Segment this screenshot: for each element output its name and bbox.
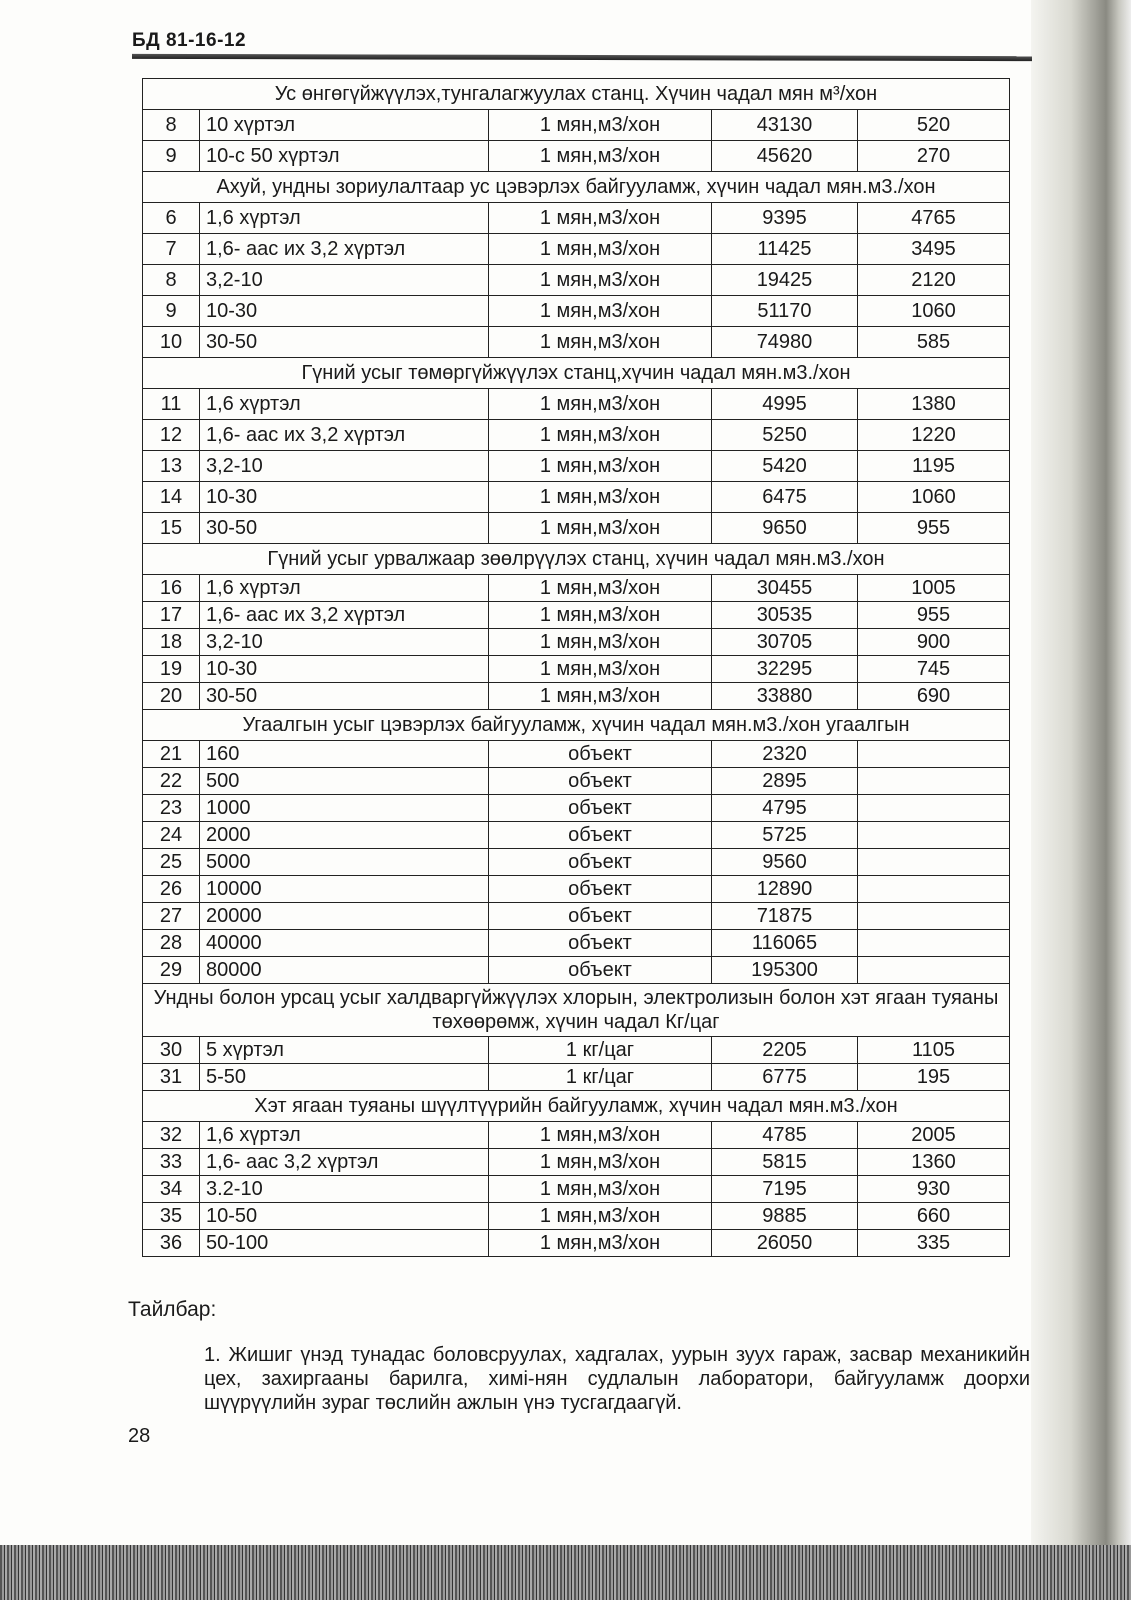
row-number: 36 xyxy=(143,1230,200,1257)
table-row xyxy=(143,683,1010,710)
table-row xyxy=(143,327,1010,358)
row-number: 8 xyxy=(143,265,200,296)
unit: 1 мян,м3/хон xyxy=(489,296,712,327)
description: 20000 xyxy=(200,903,489,930)
description: 1,6 хүртэл xyxy=(200,203,489,234)
notes-title: Тайлбар: xyxy=(128,1298,217,1321)
secondary-value xyxy=(858,957,1010,984)
unit: 1 мян,м3/хон xyxy=(489,420,712,451)
table-row xyxy=(143,451,1010,482)
table-row xyxy=(143,822,1010,849)
unit: 1 мян,м3/хон xyxy=(489,110,712,141)
table-row xyxy=(143,482,1010,513)
description: 3,2-10 xyxy=(200,451,489,482)
row-number: 20 xyxy=(143,683,200,710)
secondary-value: 1220 xyxy=(858,420,1010,451)
price-value: 45620 xyxy=(712,141,858,172)
unit: 1 мян,м3/хон xyxy=(489,327,712,358)
unit: 1 мян,м3/хон xyxy=(489,203,712,234)
price-value: 5420 xyxy=(712,451,858,482)
secondary-value: 4765 xyxy=(858,203,1010,234)
table-row xyxy=(143,265,1010,296)
secondary-value: 1380 xyxy=(858,389,1010,420)
unit: 1 мян,м3/хон xyxy=(489,629,712,656)
row-number: 24 xyxy=(143,822,200,849)
price-value: 6775 xyxy=(712,1064,858,1091)
description: 1,6- аас их 3,2 хүртэл xyxy=(200,420,489,451)
secondary-value: 660 xyxy=(858,1203,1010,1230)
description: 5 хүртэл xyxy=(200,1037,489,1064)
row-number: 30 xyxy=(143,1037,200,1064)
secondary-value xyxy=(858,795,1010,822)
price-value: 9395 xyxy=(712,203,858,234)
row-number: 21 xyxy=(143,741,200,768)
unit: 1 мян,м3/хон xyxy=(489,683,712,710)
section-title: Ундны болон урсац усыг халдваргүйжүүлэх хлорын, электролизын болон хэт ягаан туяаны төхөөрөмж, хүчин чадал Кг/цаг xyxy=(143,984,1010,1037)
unit: 1 мян,м3/хон xyxy=(489,1203,712,1230)
table-row xyxy=(143,876,1010,903)
price-value: 74980 xyxy=(712,327,858,358)
price-value: 33880 xyxy=(712,683,858,710)
row-number: 19 xyxy=(143,656,200,683)
secondary-value: 900 xyxy=(858,629,1010,656)
secondary-value xyxy=(858,903,1010,930)
table-row xyxy=(143,957,1010,984)
unit: 1 мян,м3/хон xyxy=(489,234,712,265)
table-row xyxy=(143,1230,1010,1257)
unit: объект xyxy=(489,930,712,957)
unit: объект xyxy=(489,957,712,984)
price-table xyxy=(142,78,1010,1257)
row-number: 12 xyxy=(143,420,200,451)
unit: объект xyxy=(489,795,712,822)
price-value: 11425 xyxy=(712,234,858,265)
secondary-value xyxy=(858,849,1010,876)
description: 10-30 xyxy=(200,482,489,513)
price-value: 26050 xyxy=(712,1230,858,1257)
description: 10-50 xyxy=(200,1203,489,1230)
row-number: 28 xyxy=(143,930,200,957)
unit: 1 мян,м3/хон xyxy=(489,575,712,602)
table-row xyxy=(143,1122,1010,1149)
description: 1,6 хүртэл xyxy=(200,389,489,420)
page-number: 28 xyxy=(128,1425,151,1447)
unit: 1 мян,м3/хон xyxy=(489,1122,712,1149)
unit: 1 мян,м3/хон xyxy=(489,1176,712,1203)
row-number: 18 xyxy=(143,629,200,656)
table-row xyxy=(143,420,1010,451)
unit: объект xyxy=(489,849,712,876)
price-value: 116065 xyxy=(712,930,858,957)
unit: 1 мян,м3/хон xyxy=(489,265,712,296)
row-number: 9 xyxy=(143,141,200,172)
secondary-value: 195 xyxy=(858,1064,1010,1091)
section-header-row xyxy=(143,1091,1010,1122)
description: 40000 xyxy=(200,930,489,957)
secondary-value: 1105 xyxy=(858,1037,1010,1064)
description: 1,6- аас их 3,2 хүртэл xyxy=(200,602,489,629)
price-value: 51170 xyxy=(712,296,858,327)
table-row xyxy=(143,768,1010,795)
secondary-value: 520 xyxy=(858,110,1010,141)
table-row xyxy=(143,602,1010,629)
description: 80000 xyxy=(200,957,489,984)
price-value: 71875 xyxy=(712,903,858,930)
row-number: 14 xyxy=(143,482,200,513)
table-row xyxy=(143,1176,1010,1203)
table-row xyxy=(143,903,1010,930)
unit: 1 мян,м3/хон xyxy=(489,602,712,629)
price-value: 30705 xyxy=(712,629,858,656)
row-number: 33 xyxy=(143,1149,200,1176)
description: 10 хүртэл xyxy=(200,110,489,141)
description: 30-50 xyxy=(200,513,489,544)
row-number: 8 xyxy=(143,110,200,141)
description: 10-30 xyxy=(200,656,489,683)
table-row xyxy=(143,575,1010,602)
section-header-row xyxy=(143,358,1010,389)
unit: 1 мян,м3/хон xyxy=(489,389,712,420)
book-spine-shadow xyxy=(1031,0,1131,1600)
secondary-value: 1005 xyxy=(858,575,1010,602)
price-value: 2205 xyxy=(712,1037,858,1064)
unit: 1 мян,м3/хон xyxy=(489,482,712,513)
secondary-value: 955 xyxy=(858,602,1010,629)
table-row xyxy=(143,513,1010,544)
secondary-value xyxy=(858,930,1010,957)
row-number: 35 xyxy=(143,1203,200,1230)
description: 1,6 хүртэл xyxy=(200,575,489,602)
price-value: 6475 xyxy=(712,482,858,513)
secondary-value: 270 xyxy=(858,141,1010,172)
description: 2000 xyxy=(200,822,489,849)
row-number: 23 xyxy=(143,795,200,822)
description: 10-30 xyxy=(200,296,489,327)
price-value: 9885 xyxy=(712,1203,858,1230)
section-title: Ус өнгөгүйжүүлэх,тунгалагжуулах станц. Хүчин чадал мян м³/хон xyxy=(143,79,1010,110)
price-value: 195300 xyxy=(712,957,858,984)
row-number: 17 xyxy=(143,602,200,629)
unit: 1 мян,м3/хон xyxy=(489,1149,712,1176)
price-value: 30535 xyxy=(712,602,858,629)
unit: 1 мян,м3/хон xyxy=(489,141,712,172)
section-header-row xyxy=(143,172,1010,203)
price-value: 7195 xyxy=(712,1176,858,1203)
price-value: 30455 xyxy=(712,575,858,602)
secondary-value: 2120 xyxy=(858,265,1010,296)
section-header-row xyxy=(143,79,1010,110)
row-number: 9 xyxy=(143,296,200,327)
description: 5-50 xyxy=(200,1064,489,1091)
row-number: 26 xyxy=(143,876,200,903)
secondary-value: 745 xyxy=(858,656,1010,683)
row-number: 34 xyxy=(143,1176,200,1203)
secondary-value: 930 xyxy=(858,1176,1010,1203)
table-row xyxy=(143,930,1010,957)
price-value: 19425 xyxy=(712,265,858,296)
row-number: 27 xyxy=(143,903,200,930)
unit: 1 мян,м3/хон xyxy=(489,1230,712,1257)
section-title: Ахуй, ундны зориулалтаар ус цэвэрлэх байгууламж, хүчин чадал мян.м3./хон xyxy=(143,172,1010,203)
secondary-value xyxy=(858,822,1010,849)
description: 1,6 хүртэл xyxy=(200,1122,489,1149)
unit: 1 кг/цаг xyxy=(489,1037,712,1064)
section-header-row xyxy=(143,710,1010,741)
price-value: 9650 xyxy=(712,513,858,544)
description: 160 xyxy=(200,741,489,768)
table-row xyxy=(143,795,1010,822)
table-row xyxy=(143,1064,1010,1091)
unit: объект xyxy=(489,822,712,849)
description: 500 xyxy=(200,768,489,795)
row-number: 6 xyxy=(143,203,200,234)
price-value: 4795 xyxy=(712,795,858,822)
table-row xyxy=(143,141,1010,172)
row-number: 11 xyxy=(143,389,200,420)
description: 3,2-10 xyxy=(200,629,489,656)
document-id: БД 81-16-12 xyxy=(132,30,247,51)
unit: объект xyxy=(489,741,712,768)
row-number: 31 xyxy=(143,1064,200,1091)
secondary-value: 690 xyxy=(858,683,1010,710)
unit: 1 мян,м3/хон xyxy=(489,656,712,683)
row-number: 16 xyxy=(143,575,200,602)
description: 10000 xyxy=(200,876,489,903)
table-row xyxy=(143,741,1010,768)
table-row xyxy=(143,234,1010,265)
secondary-value xyxy=(858,741,1010,768)
table-row xyxy=(143,110,1010,141)
price-value: 4785 xyxy=(712,1122,858,1149)
price-value: 2320 xyxy=(712,741,858,768)
row-number: 15 xyxy=(143,513,200,544)
price-value: 5815 xyxy=(712,1149,858,1176)
header-rule xyxy=(132,54,1032,61)
price-value: 5250 xyxy=(712,420,858,451)
secondary-value: 955 xyxy=(858,513,1010,544)
price-value: 5725 xyxy=(712,822,858,849)
row-number: 7 xyxy=(143,234,200,265)
secondary-value xyxy=(858,768,1010,795)
table-row xyxy=(143,849,1010,876)
unit: объект xyxy=(489,768,712,795)
secondary-value: 1060 xyxy=(858,482,1010,513)
note-item: 1. Жишиг үнэд тунадас боловсруулах, хадгалах, уурын зуух гараж, засвар механикийн цех, захиргааны барилга, химі-нян судлалын лаборатори, байгууламж доорхи шүүрүүлийн зураг төслийн ажлын үнэ тусгагдаагүй. xyxy=(204,1344,1030,1414)
section-title: Гүний усыг төмөргүйжүүлэх станц,хүчин чадал мян.м3./хон xyxy=(143,358,1010,389)
row-number: 32 xyxy=(143,1122,200,1149)
price-value: 4995 xyxy=(712,389,858,420)
section-header-row xyxy=(143,544,1010,575)
description: 1,6- аас их 3,2 хүртэл xyxy=(200,234,489,265)
description: 5000 xyxy=(200,849,489,876)
secondary-value: 1195 xyxy=(858,451,1010,482)
scan-edge xyxy=(0,1545,1131,1600)
table-row xyxy=(143,296,1010,327)
description: 1000 xyxy=(200,795,489,822)
description: 3.2-10 xyxy=(200,1176,489,1203)
section-title: Гүний усыг урвалжаар зөөлрүүлэх станц, хүчин чадал мян.м3./хон xyxy=(143,544,1010,575)
description: 30-50 xyxy=(200,327,489,358)
description: 1,6- аас 3,2 хүртэл xyxy=(200,1149,489,1176)
secondary-value: 1360 xyxy=(858,1149,1010,1176)
description: 30-50 xyxy=(200,683,489,710)
price-value: 2895 xyxy=(712,768,858,795)
row-number: 25 xyxy=(143,849,200,876)
unit: 1 мян,м3/хон xyxy=(489,513,712,544)
secondary-value: 3495 xyxy=(858,234,1010,265)
secondary-value: 1060 xyxy=(858,296,1010,327)
unit: объект xyxy=(489,903,712,930)
secondary-value: 2005 xyxy=(858,1122,1010,1149)
unit: объект xyxy=(489,876,712,903)
table-row xyxy=(143,1149,1010,1176)
description: 10-с 50 хүртэл xyxy=(200,141,489,172)
price-value: 43130 xyxy=(712,110,858,141)
table-row xyxy=(143,203,1010,234)
secondary-value xyxy=(858,876,1010,903)
table-row xyxy=(143,656,1010,683)
table-row xyxy=(143,629,1010,656)
unit: 1 мян,м3/хон xyxy=(489,451,712,482)
section-title: Угаалгын усыг цэвэрлэх байгууламж, хүчин чадал мян.м3./хон угаалгын xyxy=(143,710,1010,741)
secondary-value: 585 xyxy=(858,327,1010,358)
section-header-row xyxy=(143,984,1010,1037)
table-row xyxy=(143,389,1010,420)
price-value: 9560 xyxy=(712,849,858,876)
unit: 1 кг/цаг xyxy=(489,1064,712,1091)
section-title: Хэт ягаан туяаны шүүлтүүрийн байгууламж, хүчин чадал мян.м3./хон xyxy=(143,1091,1010,1122)
table-row xyxy=(143,1203,1010,1230)
table-row xyxy=(143,1037,1010,1064)
secondary-value: 335 xyxy=(858,1230,1010,1257)
description: 3,2-10 xyxy=(200,265,489,296)
price-value: 12890 xyxy=(712,876,858,903)
row-number: 10 xyxy=(143,327,200,358)
price-value: 32295 xyxy=(712,656,858,683)
description: 50-100 xyxy=(200,1230,489,1257)
row-number: 13 xyxy=(143,451,200,482)
row-number: 29 xyxy=(143,957,200,984)
row-number: 22 xyxy=(143,768,200,795)
